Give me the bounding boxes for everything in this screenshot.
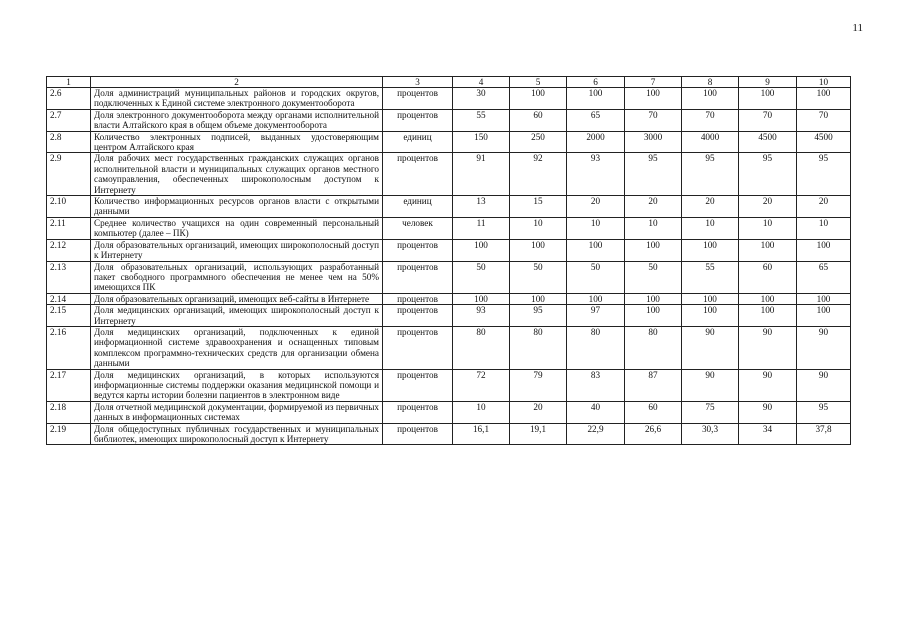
table-body xyxy=(47,88,851,445)
column-header: 6 xyxy=(567,77,625,88)
indicator-name-cell: Количество информационных ресурсов органов власти с открытыми данными xyxy=(91,196,383,218)
row-number-cell: 2.18 xyxy=(47,401,91,423)
value-cell: 50 xyxy=(567,261,625,293)
indicator-name-cell: Количество электронных подписей, выданных удостоверяющим центром Алтайского края xyxy=(91,131,383,153)
value-cell: 100 xyxy=(567,239,625,261)
value-cell: 90 xyxy=(797,369,851,401)
column-header: 4 xyxy=(453,77,510,88)
value-cell: 15 xyxy=(510,196,567,218)
value-cell: 100 xyxy=(682,239,739,261)
value-cell: 70 xyxy=(797,109,851,131)
row-number-cell: 2.19 xyxy=(47,423,91,445)
value-cell: 100 xyxy=(625,88,682,110)
value-cell: 30 xyxy=(453,88,510,110)
value-cell: 90 xyxy=(682,326,739,369)
value-cell: 80 xyxy=(625,326,682,369)
row-number-cell: 2.10 xyxy=(47,196,91,218)
value-cell: 79 xyxy=(510,369,567,401)
table-row xyxy=(47,196,851,218)
column-header: 9 xyxy=(739,77,797,88)
indicator-name-cell: Доля образовательных организаций, имеющих широкополосный доступ к Интернету xyxy=(91,239,383,261)
value-cell: 11 xyxy=(453,217,510,239)
value-cell: 100 xyxy=(625,305,682,327)
value-cell: 20 xyxy=(567,196,625,218)
value-cell: 100 xyxy=(682,305,739,327)
value-cell: 90 xyxy=(797,326,851,369)
value-cell: 19,1 xyxy=(510,423,567,445)
value-cell: 95 xyxy=(797,401,851,423)
value-cell: 60 xyxy=(625,401,682,423)
value-cell: 100 xyxy=(625,239,682,261)
unit-cell: процентов xyxy=(383,369,453,401)
value-cell: 65 xyxy=(797,261,851,293)
row-number-cell: 2.13 xyxy=(47,261,91,293)
value-cell: 50 xyxy=(510,261,567,293)
value-cell: 40 xyxy=(567,401,625,423)
value-cell: 80 xyxy=(567,326,625,369)
value-cell: 50 xyxy=(453,261,510,293)
value-cell: 20 xyxy=(625,196,682,218)
value-cell: 80 xyxy=(453,326,510,369)
value-cell: 34 xyxy=(739,423,797,445)
value-cell: 70 xyxy=(739,109,797,131)
value-cell: 100 xyxy=(739,293,797,304)
table-row xyxy=(47,217,851,239)
table-row xyxy=(47,261,851,293)
value-cell: 26,6 xyxy=(625,423,682,445)
value-cell: 100 xyxy=(739,88,797,110)
value-cell: 90 xyxy=(682,369,739,401)
value-cell: 4500 xyxy=(739,131,797,153)
table-row xyxy=(47,239,851,261)
unit-cell: процентов xyxy=(383,401,453,423)
value-cell: 100 xyxy=(453,293,510,304)
indicator-name-cell: Доля отчетной медицинской документации, формируемой из первичных данных в информационных системах xyxy=(91,401,383,423)
value-cell: 95 xyxy=(682,153,739,196)
unit-cell: процентов xyxy=(383,326,453,369)
row-number-cell: 2.9 xyxy=(47,153,91,196)
indicators-table xyxy=(46,76,851,445)
indicator-name-cell: Доля медицинских организаций, имеющих широкополосный доступ к Интернету xyxy=(91,305,383,327)
value-cell: 97 xyxy=(567,305,625,327)
column-header: 8 xyxy=(682,77,739,88)
value-cell: 93 xyxy=(567,153,625,196)
value-cell: 95 xyxy=(739,153,797,196)
value-cell: 95 xyxy=(625,153,682,196)
row-number-cell: 2.7 xyxy=(47,109,91,131)
unit-cell: процентов xyxy=(383,153,453,196)
indicator-name-cell: Доля администраций муниципальных районов и городских округов, подключенных к Единой системе электронного документооборота xyxy=(91,88,383,110)
table-row xyxy=(47,326,851,369)
value-cell: 3000 xyxy=(625,131,682,153)
value-cell: 20 xyxy=(739,196,797,218)
value-cell: 16,1 xyxy=(453,423,510,445)
row-number-cell: 2.15 xyxy=(47,305,91,327)
value-cell: 60 xyxy=(739,261,797,293)
value-cell: 72 xyxy=(453,369,510,401)
value-cell: 70 xyxy=(625,109,682,131)
column-header: 2 xyxy=(91,77,383,88)
value-cell: 4500 xyxy=(797,131,851,153)
value-cell: 55 xyxy=(682,261,739,293)
indicator-name-cell: Доля образовательных организаций, имеющих веб-сайты в Интернете xyxy=(91,293,383,304)
value-cell: 20 xyxy=(510,401,567,423)
value-cell: 87 xyxy=(625,369,682,401)
row-number-cell: 2.11 xyxy=(47,217,91,239)
value-cell: 250 xyxy=(510,131,567,153)
column-header: 1 xyxy=(47,77,91,88)
unit-cell: единиц xyxy=(383,131,453,153)
table-row xyxy=(47,369,851,401)
value-cell: 100 xyxy=(682,293,739,304)
row-number-cell: 2.8 xyxy=(47,131,91,153)
row-number-cell: 2.6 xyxy=(47,88,91,110)
value-cell: 100 xyxy=(797,239,851,261)
value-cell: 10 xyxy=(453,401,510,423)
row-number-cell: 2.12 xyxy=(47,239,91,261)
column-header: 3 xyxy=(383,77,453,88)
value-cell: 150 xyxy=(453,131,510,153)
value-cell: 30,3 xyxy=(682,423,739,445)
value-cell: 10 xyxy=(567,217,625,239)
table-row xyxy=(47,153,851,196)
value-cell: 100 xyxy=(510,239,567,261)
value-cell: 100 xyxy=(797,305,851,327)
value-cell: 75 xyxy=(682,401,739,423)
value-cell: 20 xyxy=(797,196,851,218)
value-cell: 100 xyxy=(739,239,797,261)
table-row xyxy=(47,293,851,304)
value-cell: 100 xyxy=(567,293,625,304)
value-cell: 100 xyxy=(510,88,567,110)
value-cell: 95 xyxy=(797,153,851,196)
value-cell: 60 xyxy=(510,109,567,131)
value-cell: 100 xyxy=(567,88,625,110)
value-cell: 70 xyxy=(682,109,739,131)
value-cell: 100 xyxy=(739,305,797,327)
column-header: 7 xyxy=(625,77,682,88)
value-cell: 100 xyxy=(453,239,510,261)
indicator-name-cell: Среднее количество учащихся на один современный персональный компьютер (далее – ПК) xyxy=(91,217,383,239)
column-header: 10 xyxy=(797,77,851,88)
unit-cell: процентов xyxy=(383,423,453,445)
value-cell: 90 xyxy=(739,326,797,369)
unit-cell: единиц xyxy=(383,196,453,218)
value-cell: 100 xyxy=(797,88,851,110)
value-cell: 4000 xyxy=(682,131,739,153)
table-header-row xyxy=(47,77,851,88)
indicator-name-cell: Доля образовательных организаций, использующих разработанный пакет свободного программного обеспечения не менее чем на 50% имеющихся ПК xyxy=(91,261,383,293)
unit-cell: процентов xyxy=(383,88,453,110)
page-number: 11 xyxy=(852,22,863,34)
indicator-name-cell: Доля общедоступных публичных государственных и муниципальных библиотек, имеющих широкополосный доступ к Интернету xyxy=(91,423,383,445)
value-cell: 2000 xyxy=(567,131,625,153)
table-row xyxy=(47,423,851,445)
indicator-name-cell: Доля электронного документооборота между органами исполнительной власти Алтайского края в общем объеме документооборота xyxy=(91,109,383,131)
value-cell: 100 xyxy=(510,293,567,304)
indicator-name-cell: Доля рабочих мест государственных гражданских служащих органов исполнительной власти и муниципальных служащих органов местного самоуправления, обеспеченных широкополосным доступом к Интернету xyxy=(91,153,383,196)
value-cell: 100 xyxy=(682,88,739,110)
indicator-name-cell: Доля медицинских организаций, в которых используются информационные системы поддержки оказания медицинской помощи и ведутся карты истории болезни пациентов в электронном виде xyxy=(91,369,383,401)
value-cell: 50 xyxy=(625,261,682,293)
table-row xyxy=(47,401,851,423)
value-cell: 22,9 xyxy=(567,423,625,445)
row-number-cell: 2.16 xyxy=(47,326,91,369)
value-cell: 95 xyxy=(510,305,567,327)
value-cell: 10 xyxy=(682,217,739,239)
value-cell: 37,8 xyxy=(797,423,851,445)
unit-cell: процентов xyxy=(383,109,453,131)
value-cell: 10 xyxy=(739,217,797,239)
value-cell: 83 xyxy=(567,369,625,401)
table-row xyxy=(47,305,851,327)
table-row xyxy=(47,131,851,153)
value-cell: 93 xyxy=(453,305,510,327)
value-cell: 90 xyxy=(739,401,797,423)
column-header: 5 xyxy=(510,77,567,88)
table-row xyxy=(47,109,851,131)
value-cell: 13 xyxy=(453,196,510,218)
row-number-cell: 2.17 xyxy=(47,369,91,401)
value-cell: 10 xyxy=(510,217,567,239)
indicator-name-cell: Доля медицинских организаций, подключенных к единой информационной системе здравоохранения и оснащенных типовым комплексом программно-технических средств для организации обмена данными xyxy=(91,326,383,369)
value-cell: 10 xyxy=(797,217,851,239)
table-row xyxy=(47,88,851,110)
row-number-cell: 2.14 xyxy=(47,293,91,304)
unit-cell: процентов xyxy=(383,305,453,327)
value-cell: 10 xyxy=(625,217,682,239)
value-cell: 100 xyxy=(625,293,682,304)
value-cell: 55 xyxy=(453,109,510,131)
unit-cell: человек xyxy=(383,217,453,239)
unit-cell: процентов xyxy=(383,239,453,261)
value-cell: 80 xyxy=(510,326,567,369)
unit-cell: процентов xyxy=(383,261,453,293)
value-cell: 90 xyxy=(739,369,797,401)
value-cell: 92 xyxy=(510,153,567,196)
value-cell: 91 xyxy=(453,153,510,196)
unit-cell: процентов xyxy=(383,293,453,304)
value-cell: 20 xyxy=(682,196,739,218)
value-cell: 100 xyxy=(797,293,851,304)
value-cell: 65 xyxy=(567,109,625,131)
